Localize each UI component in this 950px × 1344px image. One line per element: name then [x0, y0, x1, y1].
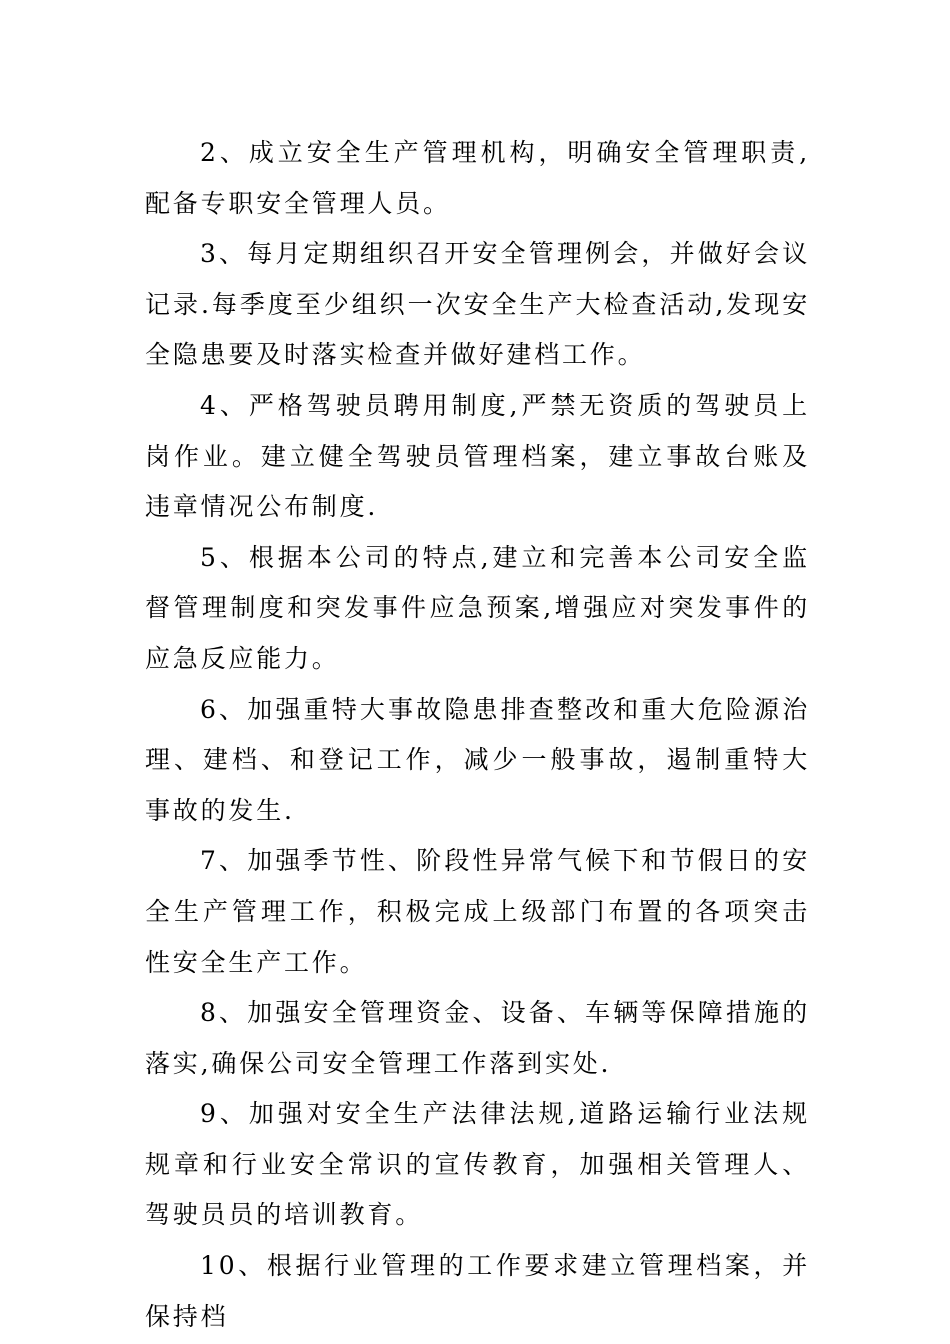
- paragraph-item-8: 8、加强安全管理资金、设备、车辆等保障措施的落实,确保公司安全管理工作落到实处.: [145, 998, 810, 1078]
- paragraph-item-9: 9、加强对安全生产法律法规,道路运输行业法规规章和行业安全常识的宣传教育，加强相关管理人、驾驶员员的培训教育。: [145, 1099, 810, 1230]
- paragraph-item-4: 4、严格驾驶员聘用制度,严禁无资质的驾驶员上岗作业。建立健全驾驶员管理档案，建立事故台账及违章情况公布制度.: [145, 390, 810, 522]
- paragraph-item-6: 6、加强重特大事故隐患排查整改和重大危险源治理、建档、和登记工作，减少一般事故，遏制重特大事故的发生.: [145, 694, 810, 825]
- paragraph-item-2: 2、成立安全生产管理机构，明确安全管理职责,配备专职安全管理人员。: [145, 138, 810, 218]
- paragraph-item-3: 3、每月定期组织召开安全管理例会，并做好会议记录.每季度至少组织一次安全生产大检查活动,发现安全隐患要及时落实检查并做好建档工作。: [145, 239, 810, 370]
- document-page: [145, 128, 810, 1342]
- paragraph-item-10: 10、根据行业管理的工作要求建立管理档案，并保持档: [145, 1251, 810, 1331]
- paragraph-item-5: 5、根据本公司的特点,建立和完善本公司安全监督管理制度和突发事件应急预案,增强应对突发事件的应急反应能力。: [145, 542, 810, 673]
- paragraph-item-7: 7、加强季节性、阶段性异常气候下和节假日的安全生产管理工作，积极完成上级部门布置的各项突击性安全生产工作。: [145, 846, 810, 977]
